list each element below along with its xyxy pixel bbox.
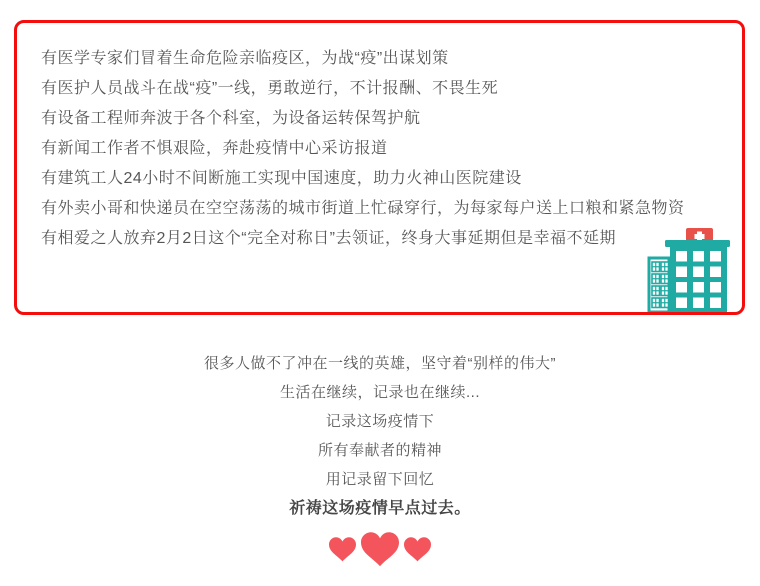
tribute-line: 有医学专家们冒着生命危险亲临疫区，为战“疫”出谋划策: [41, 50, 449, 67]
heart-icon: [361, 532, 399, 567]
heart-icon: [404, 537, 431, 562]
tribute-line: 有设备工程师奔波于各个科室，为设备运转保驾护航: [41, 110, 421, 127]
three-hearts-icon: [0, 531, 760, 567]
closing-line: 用记录留下回忆: [325, 471, 435, 488]
closing-emphasis-line: 祈祷这场疫情早点过去。: [289, 500, 471, 517]
closing-line: 很多人做不了冲在一线的英雄，坚守着“别样的伟大”: [204, 355, 556, 372]
tribute-line: 有外卖小哥和快递员在空空荡荡的城市街道上忙碌穿行，为每家每户送上口粮和紧急物资: [41, 200, 685, 217]
hospital-building-icon: [646, 228, 730, 312]
closing-line: 所有奉献者的精神: [317, 442, 442, 459]
tribute-line: 有建筑工人24小时不间断施工实现中国速度，助力火神山医院建设: [41, 170, 522, 187]
tribute-box: [14, 20, 745, 315]
closing-line: 记录这场疫情下: [325, 413, 435, 430]
tribute-line: 有医护人员战斗在战“疫”一线，勇敢逆行，不计报酬、不畏生死: [41, 80, 499, 97]
closing-line: 生活在继续，记录也在继续...: [279, 384, 480, 401]
tribute-lines: [17, 23, 742, 254]
heart-icon: [329, 537, 356, 562]
tribute-line: 有相爱之人放弃2月2日这个“完全对称日”去领证，终身大事延期但是幸福不延期: [41, 230, 616, 247]
closing-section: [0, 349, 760, 567]
tribute-line: 有新闻工作者不惧艰险，奔赴疫情中心采访报道: [41, 140, 388, 157]
